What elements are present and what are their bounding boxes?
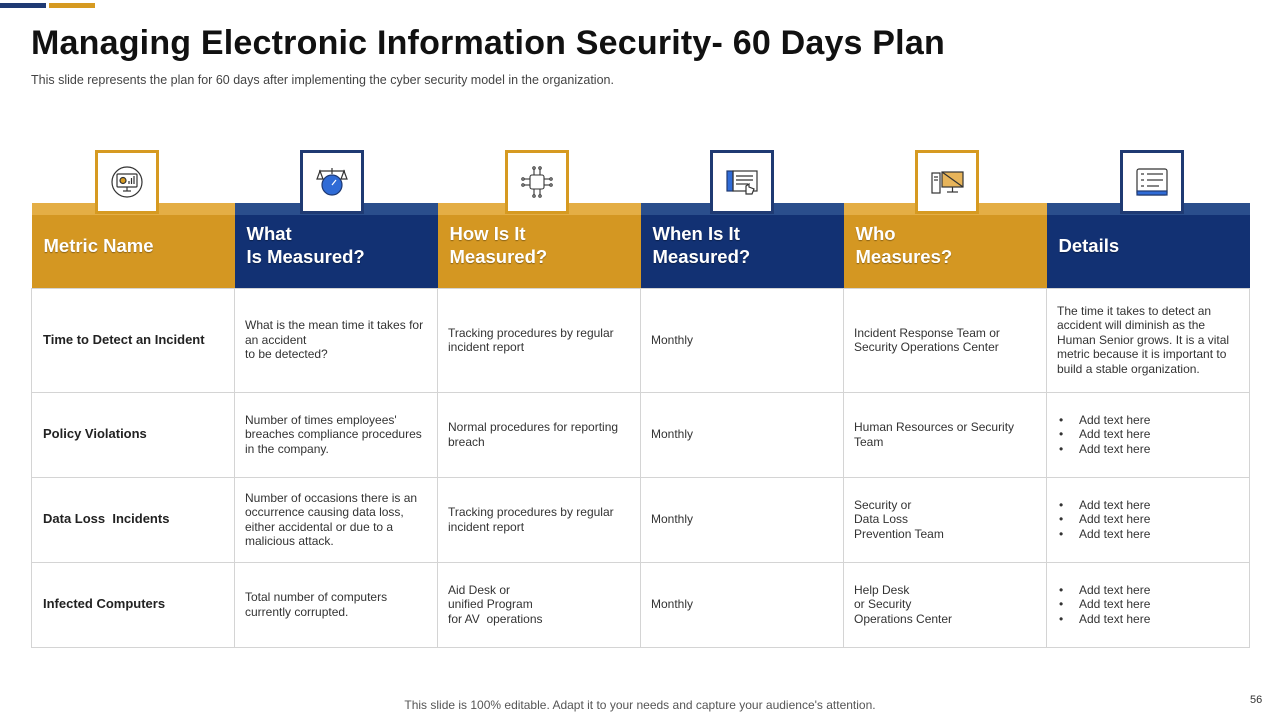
details-list <box>1057 583 1239 627</box>
when-cell: Monthly <box>641 392 844 477</box>
header-row <box>32 203 1250 288</box>
how-cell: Tracking procedures by regular incident report <box>438 288 641 392</box>
who-cell: Incident Response Team or Security Operations Center <box>844 288 1047 392</box>
how-cell: Tracking procedures by regular incident report <box>438 477 641 562</box>
accent-bar-gold <box>49 3 95 8</box>
header-who-measures <box>844 203 1047 288</box>
header-details: Details <box>1047 203 1250 288</box>
who-cell <box>844 477 1047 562</box>
list-item: • Add text here <box>1079 512 1239 527</box>
details-cell <box>1047 477 1250 562</box>
metric-cell: Time to Detect an Incident <box>32 288 235 392</box>
dashboard-chart-icon <box>95 150 159 214</box>
how-text: Aid Desk or unified Program for AV operations <box>448 582 543 626</box>
details-cell <box>1047 392 1250 477</box>
header-what-line2: Is Measured? <box>246 246 365 268</box>
header-when-line2: Measured? <box>652 246 751 268</box>
checklist-icon <box>1120 150 1184 214</box>
table-row <box>32 392 1250 477</box>
who-cell <box>844 562 1047 647</box>
list-item: • Add text here <box>1079 612 1239 627</box>
what-cell: Number of occasions there is an occurrence causing data loss, either accidental or due to a malicious attack. <box>235 477 438 562</box>
header-how-line2: Measured? <box>449 246 548 268</box>
list-item: • Add text here <box>1079 597 1239 612</box>
table-row <box>32 562 1250 647</box>
list-item: • Add text here <box>1079 413 1239 428</box>
how-cell: Normal procedures for reporting breach <box>438 392 641 477</box>
list-item: • Add text here <box>1079 498 1239 513</box>
metric-text: Data Loss Incidents <box>43 511 170 527</box>
header-icons <box>31 150 1249 212</box>
metric-cell: Infected Computers <box>32 562 235 647</box>
slide-subtitle: This slide represents the plan for 60 days after implementing the cyber security model in the organization. <box>31 73 614 87</box>
accent-bar-blue <box>0 3 46 8</box>
details-cell <box>1047 562 1250 647</box>
what-text: What is the mean time it takes for an accident to be detected? <box>245 318 424 362</box>
document-hand-icon <box>710 150 774 214</box>
when-cell: Monthly <box>641 562 844 647</box>
computer-folder-icon <box>915 150 979 214</box>
slide-title: Managing Electronic Information Security- 60 Days Plan <box>31 24 945 62</box>
details-cell: The time it takes to detect an accident will diminish as the Human Senior grows. It is a vital metric because it is important to build a stable organization. <box>1047 288 1250 392</box>
when-cell: Monthly <box>641 477 844 562</box>
details-list <box>1057 498 1239 542</box>
who-text: Help Desk or Security Operations Center <box>854 582 953 626</box>
header-when-line1: When Is It <box>652 223 740 245</box>
table-row <box>32 477 1250 562</box>
what-cell <box>235 288 438 392</box>
list-item: • Add text here <box>1079 583 1239 598</box>
header-who-line1: Who <box>855 223 896 245</box>
what-cell: Number of times employees' breaches compliance procedures in the company. <box>235 392 438 477</box>
when-cell: Monthly <box>641 288 844 392</box>
footer-note: This slide is 100% editable. Adapt it to your needs and capture your audience's attention. <box>404 698 876 712</box>
header-what-line1: What <box>246 223 292 245</box>
header-metric-name: Metric Name <box>32 203 235 288</box>
list-item: • Add text here <box>1079 427 1239 442</box>
what-cell: Total number of computers currently corrupted. <box>235 562 438 647</box>
metrics-table <box>31 203 1250 648</box>
header-what-measured <box>235 203 438 288</box>
details-list <box>1057 413 1239 457</box>
weighing-scale-icon <box>300 150 364 214</box>
metric-cell <box>32 477 235 562</box>
list-item: • Add text here <box>1079 442 1239 457</box>
circuit-chip-icon <box>505 150 569 214</box>
table-row <box>32 288 1250 392</box>
header-how-line1: How Is It <box>449 223 526 245</box>
page-number: 56 <box>1250 694 1263 706</box>
header-how-measured <box>438 203 641 288</box>
header-who-line2: Measures? <box>855 246 953 268</box>
who-text: Security or Data Loss Prevention Team <box>854 497 944 541</box>
metric-cell: Policy Violations <box>32 392 235 477</box>
header-when-measured <box>641 203 844 288</box>
list-item: • Add text here <box>1079 527 1239 542</box>
who-cell: Human Resources or Security Team <box>844 392 1047 477</box>
how-cell <box>438 562 641 647</box>
